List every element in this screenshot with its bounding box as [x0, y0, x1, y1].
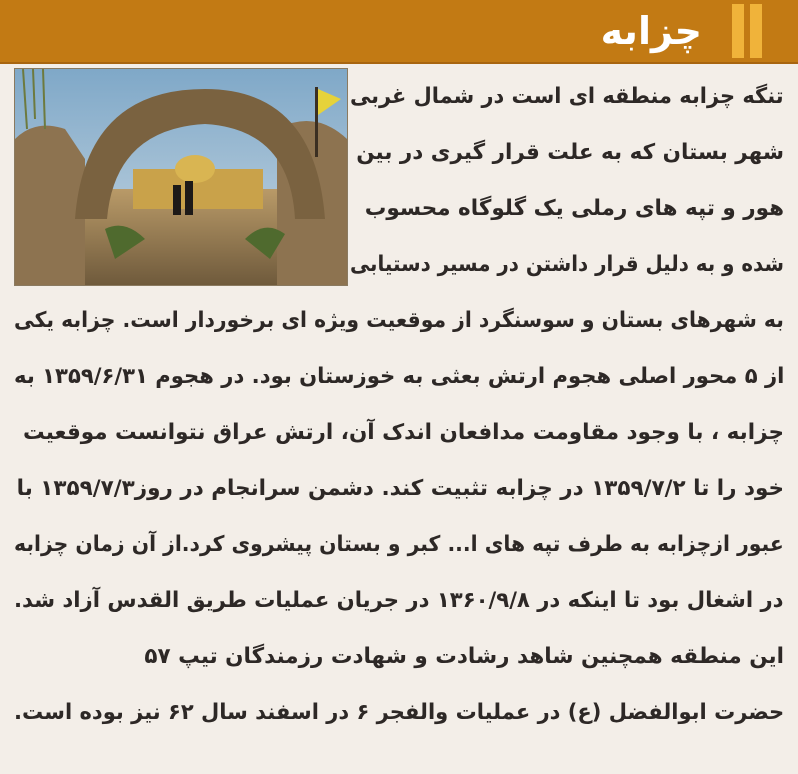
article-line-2: شهر بستان که به علت قرار گیری در بین	[356, 140, 784, 165]
article-line-10: در اشغال بود تا اینکه در ۱۳۶۰/۹/۸ در جریان عملیات طریق القدس آزاد شد.	[14, 588, 784, 613]
article-line-11: این منطقه همچنین شاهد رشادت و شهادت رزمندگان تیپ ۵۷	[144, 644, 784, 669]
article-line-7: چزابه ، با وجود مقاومت مدافعان اندک آن، ارتش عراق نتوانست موقعیت	[23, 420, 784, 445]
article-line-9: عبور ازچزابه به طرف تپه های ا... کبر و بستان پیشروی کرد.از آن زمان چزابه	[14, 532, 784, 557]
article-line-3: هور و تپه های رملی یک گلوگاه محسوب	[364, 196, 784, 221]
article-line-5: به شهرهای بستان و سوسنگرد از موقعیت ویژه ای برخوردار است. چزابه یکی	[14, 308, 784, 333]
page-title: چزابه	[600, 9, 702, 53]
article-line-12: حضرت ابوالفضل (ع) در عملیات والفجر ۶ در اسفند سال ۶۲ نیز بوده است.	[13, 700, 784, 725]
article-line-4: شده و به دلیل قرار داشتن در مسیر دستیابی	[350, 252, 784, 277]
article-line-6: از ۵ محور اصلی هجوم ارتش بعثی به خوزستان بود. در هجوم ۱۳۵۹/۶/۳۱ به	[13, 364, 784, 389]
article-line-8: خود را تا ۱۳۵۹/۷/۲ در چزابه تثبیت کند. دشمن سرانجام در روز۱۳۵۹/۷/۳ با	[16, 476, 784, 501]
article-line-1: تنگه چزابه منطقه ای است در شمال غربی	[350, 84, 784, 109]
